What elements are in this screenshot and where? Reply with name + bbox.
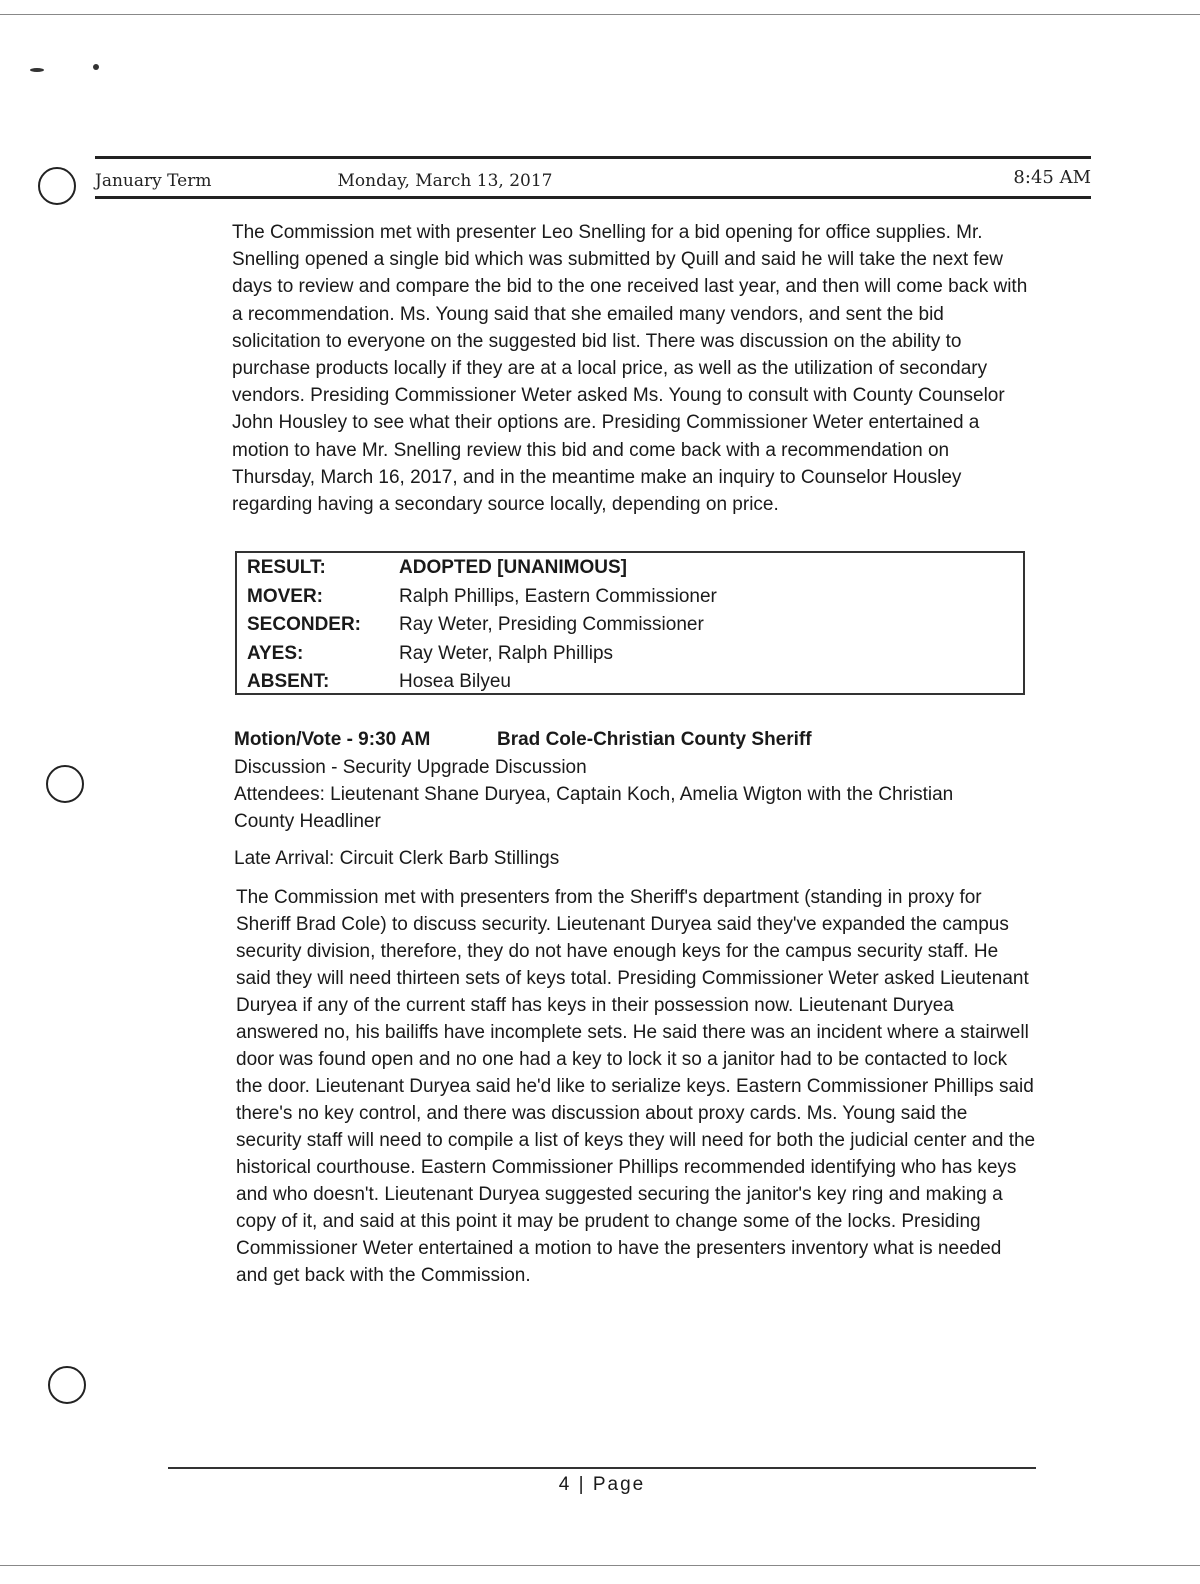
seconder-value: Ray Weter, Presiding Commissioner: [399, 614, 704, 635]
attendees-line: Attendees: Lieutenant Shane Duryea, Captain Koch, Amelia Wigton with the Christian: [234, 784, 954, 805]
scan-top-edge: [0, 14, 1200, 15]
header-rule: [95, 196, 1091, 199]
meeting-date: Monday, March 13, 2017: [337, 171, 553, 191]
attendees-line-continued: County Headliner: [234, 811, 381, 832]
seconder-label: SECONDER:: [247, 614, 362, 635]
binder-hole-icon: [38, 167, 76, 205]
binder-hole-icon: [48, 1366, 86, 1404]
result-label: RESULT:: [247, 557, 326, 578]
footer-rule: [168, 1467, 1036, 1469]
motion-title: Brad Cole-Christian County Sheriff: [497, 729, 812, 750]
late-arrival-line: Late Arrival: Circuit Clerk Barb Stillings: [234, 848, 560, 869]
absent-label: ABSENT:: [247, 671, 330, 692]
vote-result-table: [235, 551, 1025, 695]
ayes-value: Ray Weter, Ralph Phillips: [399, 643, 614, 664]
result-value: ADOPTED [UNANIMOUS]: [399, 557, 627, 578]
ayes-label: AYES:: [247, 643, 304, 664]
scan-speck: [93, 64, 99, 70]
meeting-time: 8:45 AM: [1013, 167, 1091, 188]
header-rule: [95, 156, 1091, 159]
mover-value: Ralph Phillips, Eastern Commissioner: [399, 586, 717, 607]
discussion-line: Discussion - Security Upgrade Discussion: [234, 757, 587, 778]
page-number: 4 | Page: [558, 1474, 646, 1495]
binder-hole-icon: [46, 765, 84, 803]
mover-label: MOVER:: [247, 586, 323, 607]
motion-time: Motion/Vote - 9:30 AM: [234, 729, 431, 750]
bid-opening-paragraph: The Commission met with presenter Leo Snelling for a bid opening for office supplies. Mr. Snelling opened a single bid which was submitted by Quill and said he will take the next few days to review and compare the bid to the one received last year, and then will come back with a recommendation. Ms. Young said that she emailed many vendors, and sent the bid solicitation to everyone on the suggested bid list. There was discussion on the ability to purchase products locally if they are at a local price, as well as the utilization of secondary vendors. Presiding Commissioner Weter asked Ms. Young to consult with County Counselor John Housley to see what their options are. Presiding Commissioner Weter entertained a motion to have Mr. Snelling review this bid and come back with a recommendation on Thursday, March 16, 2017, and in the meantime make an inquiry to Counselor Housley regarding having a secondary source locally, depending on price.: [232, 222, 1028, 516]
security-paragraph: The Commission met with presenters from the Sheriff's department (standing in proxy for Sheriff Brad Cole) to discuss security. Lieutenant Duryea said they've expanded the campus security division, therefore, they do not have enough keys for the campus security staff. He said they will need thirteen sets of keys total. Presiding Commissioner Weter asked Lieutenant Duryea if any of the current staff has keys in their possession now. Lieutenant Duryea answered no, his bailiffs have incomplete sets. He said there was an incident where a stairwell door was found open and no one had a key to lock it so a janitor had to be contacted to lock the door. Lieutenant Duryea said he'd like to serialize keys. Eastern Commissioner Phillips said there's no key control, and there was discussion about proxy cards. Ms. Young said the security staff will need to compile a list of keys they will need for both the judicial center and the historical courthouse. Eastern Commissioner Phillips recommended identifying who has keys and who doesn't. Lieutenant Duryea suggested securing the janitor's key ring and making a copy of it, and said at this point it may be prudent to change some of the locks. Presiding Commissioner Weter entertained a motion to have the presenters inventory what is needed and get back with the Commission.: [236, 887, 1036, 1286]
scan-speck: [30, 68, 44, 72]
scan-bottom-edge: [0, 1565, 1200, 1566]
page-header: [95, 167, 1091, 195]
term-label: January Term: [95, 171, 212, 191]
absent-value: Hosea Bilyeu: [399, 671, 511, 692]
